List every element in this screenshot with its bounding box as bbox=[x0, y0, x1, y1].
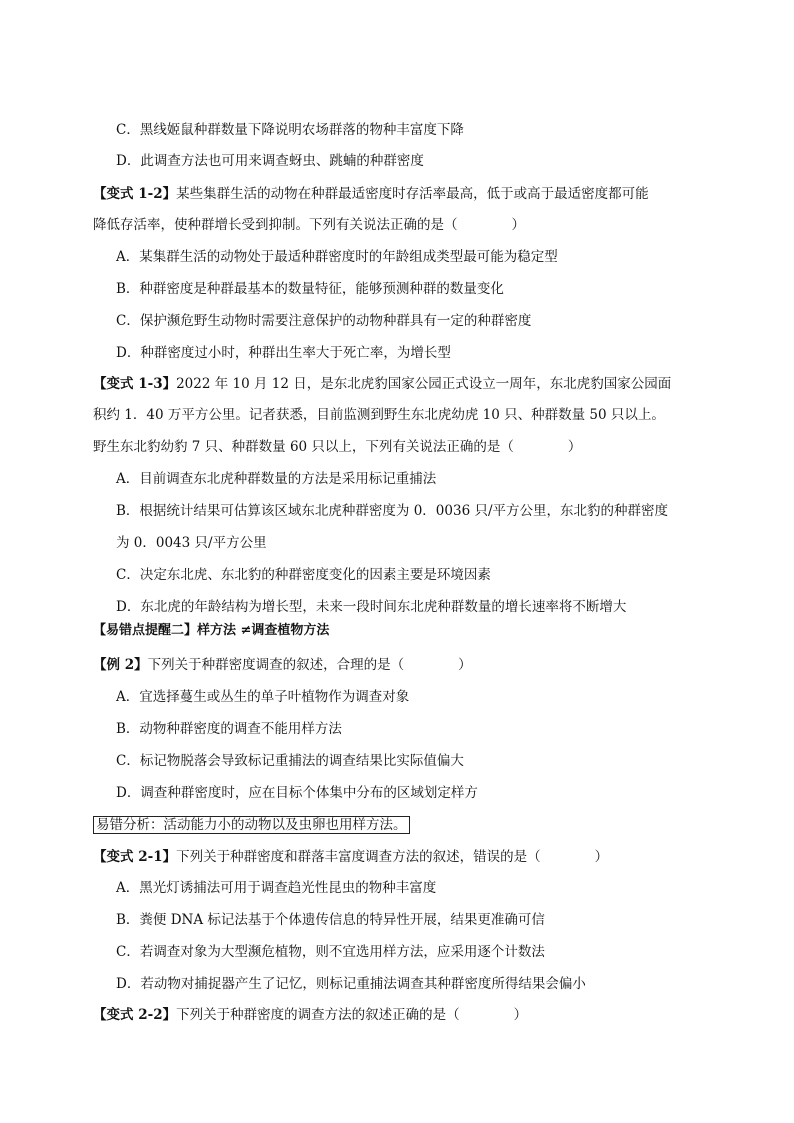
option-a-text: A．黑光灯诱捕法可用于调查趋光性昆虫的物种丰富度 bbox=[116, 880, 437, 896]
question-stem-cont: 野生东北豹幼豹 7 只、种群数量 60 只以上，下列有关说法正确的是（ ） bbox=[93, 439, 582, 455]
option-d-text: D．调查种群密度时，应在目标个体集中分布的区域划定样方 bbox=[116, 785, 478, 801]
question-tag: 【变式 1-3】 bbox=[93, 376, 177, 392]
error-analysis-box bbox=[93, 815, 410, 835]
option-c-text: C．保护濒危野生动物时需要注意保护的动物种群具有一定的种群密度 bbox=[116, 313, 532, 329]
option-a-text: A．目前调查东北虎种群数量的方法是采用标记重捕法 bbox=[116, 471, 437, 487]
option-b-cont: 为 0．0043 只/平方公里 bbox=[116, 535, 267, 551]
question-example-2 bbox=[93, 655, 472, 675]
question-stem: 某些集群生活的动物在种群最适密度时存活率最高，低于或高于最适密度都可能 bbox=[176, 186, 649, 202]
option-b-text: B．粪便 DNA 标记法基于个体遗传信息的特异性开展，结果更准确可信 bbox=[116, 912, 545, 928]
question-variant-2-1 bbox=[93, 847, 608, 867]
question-tag: 【变式 1-2】 bbox=[93, 186, 177, 202]
error-analysis-text: 易错分析：活动能力小的动物以及虫卵也用样方法。 bbox=[93, 816, 410, 834]
question-tag: 【变式 2-1】 bbox=[93, 849, 177, 865]
question-stem-cont: 积约 1．40 万平方公里。记者获悉，目前监测到野生东北虎幼虎 10 只、种群数量 50 只以上。 bbox=[93, 407, 665, 423]
section-heading: 【易错点提醒二】样方法 ≠调查植物方法 bbox=[93, 623, 330, 638]
option-d-text: D．此调查方法也可用来调查蚜虫、跳蝻的种群密度 bbox=[116, 153, 424, 169]
option-c-text: C．标记物脱落会导致标记重捕法的调查结果比实际值偏大 bbox=[116, 753, 464, 769]
option-d-text: D．东北虎的年龄结构为增长型，未来一段时间东北虎种群数量的增长速率将不断增大 bbox=[116, 599, 627, 615]
question-stem: 下列关于种群密度的调查方法的叙述正确的是（ ） bbox=[176, 1007, 528, 1023]
question-stem-cont: 降低存活率，使种群增长受到抑制。下列有关说法正确的是（ ） bbox=[93, 217, 525, 233]
question-tag: 【例 2】 bbox=[93, 657, 148, 673]
option-c-text: C．决定东北虎、东北豹的种群密度变化的因素主要是环境因素 bbox=[116, 567, 491, 583]
question-stem: 下列关于种群密度和群落丰富度调查方法的叙述，错误的是（ ） bbox=[176, 849, 609, 865]
question-tag: 【变式 2-2】 bbox=[93, 1007, 177, 1023]
question-variant-1-3 bbox=[93, 374, 671, 394]
option-a-text: A．宜选择蔓生或丛生的单子叶植物作为调查对象 bbox=[116, 689, 410, 705]
option-d-text: D．若动物对捕捉器产生了记忆，则标记重捕法调查其种群密度所得结果会偏小 bbox=[116, 976, 586, 992]
question-variant-1-2 bbox=[93, 184, 649, 204]
option-c-text: C．黑线姬鼠种群数量下降说明农场群落的物种丰富度下降 bbox=[116, 122, 464, 138]
option-b-text: B．动物种群密度的调查不能用样方法 bbox=[116, 721, 342, 737]
option-b-text: B．种群密度是种群最基本的数量特征，能够预测种群的数量变化 bbox=[116, 281, 504, 297]
option-b-text: B．根据统计结果可估算该区域东北虎种群密度为 0．0036 只/平方公里，东北豹的种群密度 bbox=[116, 503, 668, 519]
question-stem: 2022 年 10 月 12 日，是东北虎豹国家公园正式设立一周年，东北虎豹国家公园面 bbox=[176, 376, 672, 392]
question-stem: 下列关于种群密度调查的叙述，合理的是（ ） bbox=[147, 657, 472, 673]
option-a-text: A．某集群生活的动物处于最适种群密度时的年龄组成类型最可能为稳定型 bbox=[116, 249, 558, 265]
question-variant-2-2 bbox=[93, 1005, 527, 1025]
option-c-text: C．若调查对象为大型濒危植物，则不宜选用样方法，应采用逐个计数法 bbox=[116, 944, 545, 960]
option-d-text: D．种群密度过小时，种群出生率大于死亡率，为增长型 bbox=[116, 345, 451, 361]
